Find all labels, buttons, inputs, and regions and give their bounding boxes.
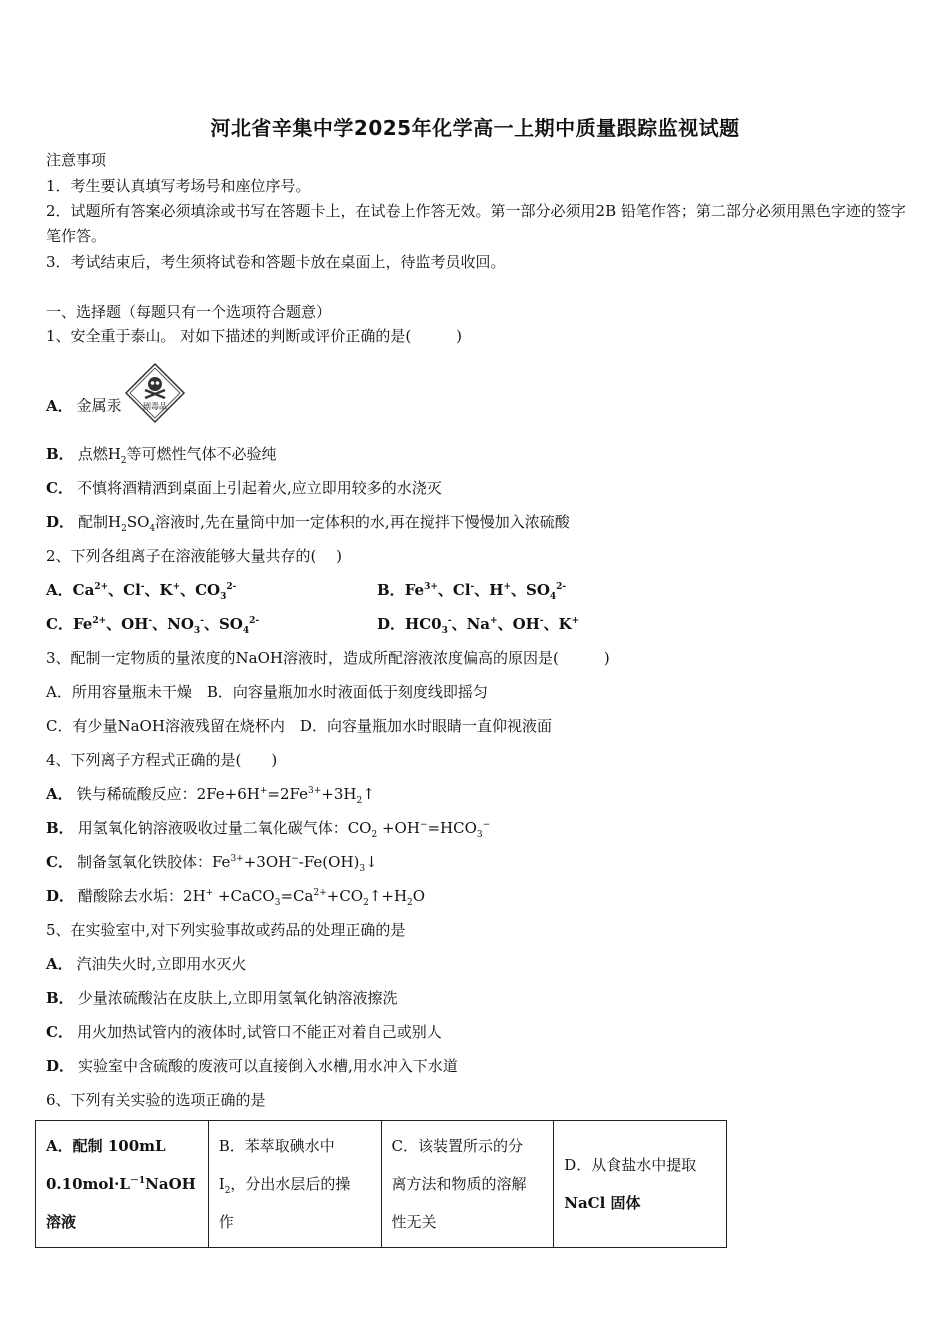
notice-item-3: 3．考试结束后，考生须将试卷和答题卡放在桌面上，待监考员收回。 [46,253,506,271]
q6-options-table [35,1120,727,1248]
q1-option-d: D． 配制$H_2SO_4$溶液时,先在量筒中加一定体积的水,再在搅拌下慢慢加入浓硫酸 [46,513,570,534]
notice-item-2: 2．试题所有答案必须填涂或书写在答题卡上，在试卷上作答无效。第一部分必须用2B 铅笔作答；第二部分必须用黑色字迹的签字笔作答。 [46,202,906,245]
q4-option-c: C． 制备氢氧化铁胶体：$Fe^{3+}+3OH^--Fe(OH)_3↓$ [46,853,378,874]
skull-hazard-icon [124,362,186,451]
section-heading: 一、选择题（每题只有一个选项符合题意） [46,303,332,321]
q6-cell-b: B．苯萃取碘水中 $I_2$，分出水层后的操 作 [208,1121,381,1248]
q1-stem: 1、安全重于泰山。 对如下描述的判断或评价正确的是( ) [46,327,463,345]
q2-option-b: B．$Fe^{3+}$、Cl-、H+、$SO_4^{2-}$ [377,581,567,602]
q1-option-a [46,362,186,451]
q4-stem: 4、下列离子方程式正确的是( ) [46,751,278,769]
q6-stem: 6、下列有关实验的选项正确的是 [46,1091,266,1109]
q6-cell-a: A．配制 100mL $0.10mol\cdot L^{-1}NaOH$ 溶液 [36,1121,209,1248]
q3-options-ab: A．所用容量瓶未干燥 B．向容量瓶加水时液面低于刻度线即摇匀 [46,683,488,701]
q3-options-cd: C．有少量NaOH溶液残留在烧杯内 D．向容量瓶加水时眼睛一直仰视液面 [46,717,552,735]
option-text: 金属汞 [76,396,122,415]
q4-option-b: B． 用氢氧化钠溶液吸收过量二氧化碳气体：$CO_2 +OH^-=HCO_3^-$ [46,819,491,840]
q2-option-d: D．$HC0_3^-$、Na+、OH-、K+ [377,615,580,636]
q5-stem: 5、在实验室中,对下列实验事故或药品的处理正确的是 [46,921,406,939]
q5-option-c: C． 用火加热试管内的液体时,试管口不能正对着自己或别人 [46,1023,442,1041]
q2-option-a: A．$Ca^{2+}$、Cl-、K+、$CO_3^{2-}$ [46,581,237,602]
q6-cell-d: D．从食盐水中提取 NaCl 固体 [554,1121,727,1248]
q5-option-b: B． 少量浓硫酸沾在皮肤上,立即用氢氧化钠溶液擦洗 [46,989,398,1007]
q4-option-d: D． 醋酸除去水垢：$2H^+ +CaCO_3=Ca^{2+}+CO_2↑+H_2O$ [46,887,426,908]
q2-option-c: C．$Fe^{2+}$、OH-、$NO_3^-$、$SO_4^{2-}$ [46,615,260,636]
q4-option-a: A． 铁与稀硫酸反应：$2Fe+6H^+=2Fe^{3+}+3H_2↑$ [46,785,375,806]
notice-item-1: 1．考生要认真填写考场号和座位序号。 [46,177,311,195]
q5-option-a: A． 汽油失火时,立即用水灭火 [46,955,247,973]
option-label: A． [46,396,73,415]
notice-heading: 注意事项 [46,151,107,169]
q3-stem: 3、配制一定物质的量浓度的NaOH溶液时，造成所配溶液浓度偏高的原因是( ) [46,649,610,667]
q1-option-b: B． 点燃$H_2$等可燃性气体不必验纯 [46,445,277,466]
q5-option-d: D． 实验室中含硫酸的废液可以直接倒入水槽,用水冲入下水道 [46,1057,458,1075]
q6-cell-c: C．该装置所示的分 离方法和物质的溶解 性无关 [381,1121,554,1248]
q1-option-c: C． 不慎将酒精洒到桌面上引起着火,应立即用较多的水浇灭 [46,479,442,497]
q2-stem: 2、下列各组离子在溶液能够大量共存的( ) [46,547,343,565]
svg-text:剧毒品: 剧毒品 [142,402,167,411]
page-title: 河北省辛集中学2025年化学高一上期中质量跟踪监视试题 [210,116,740,140]
table-row [36,1121,727,1248]
